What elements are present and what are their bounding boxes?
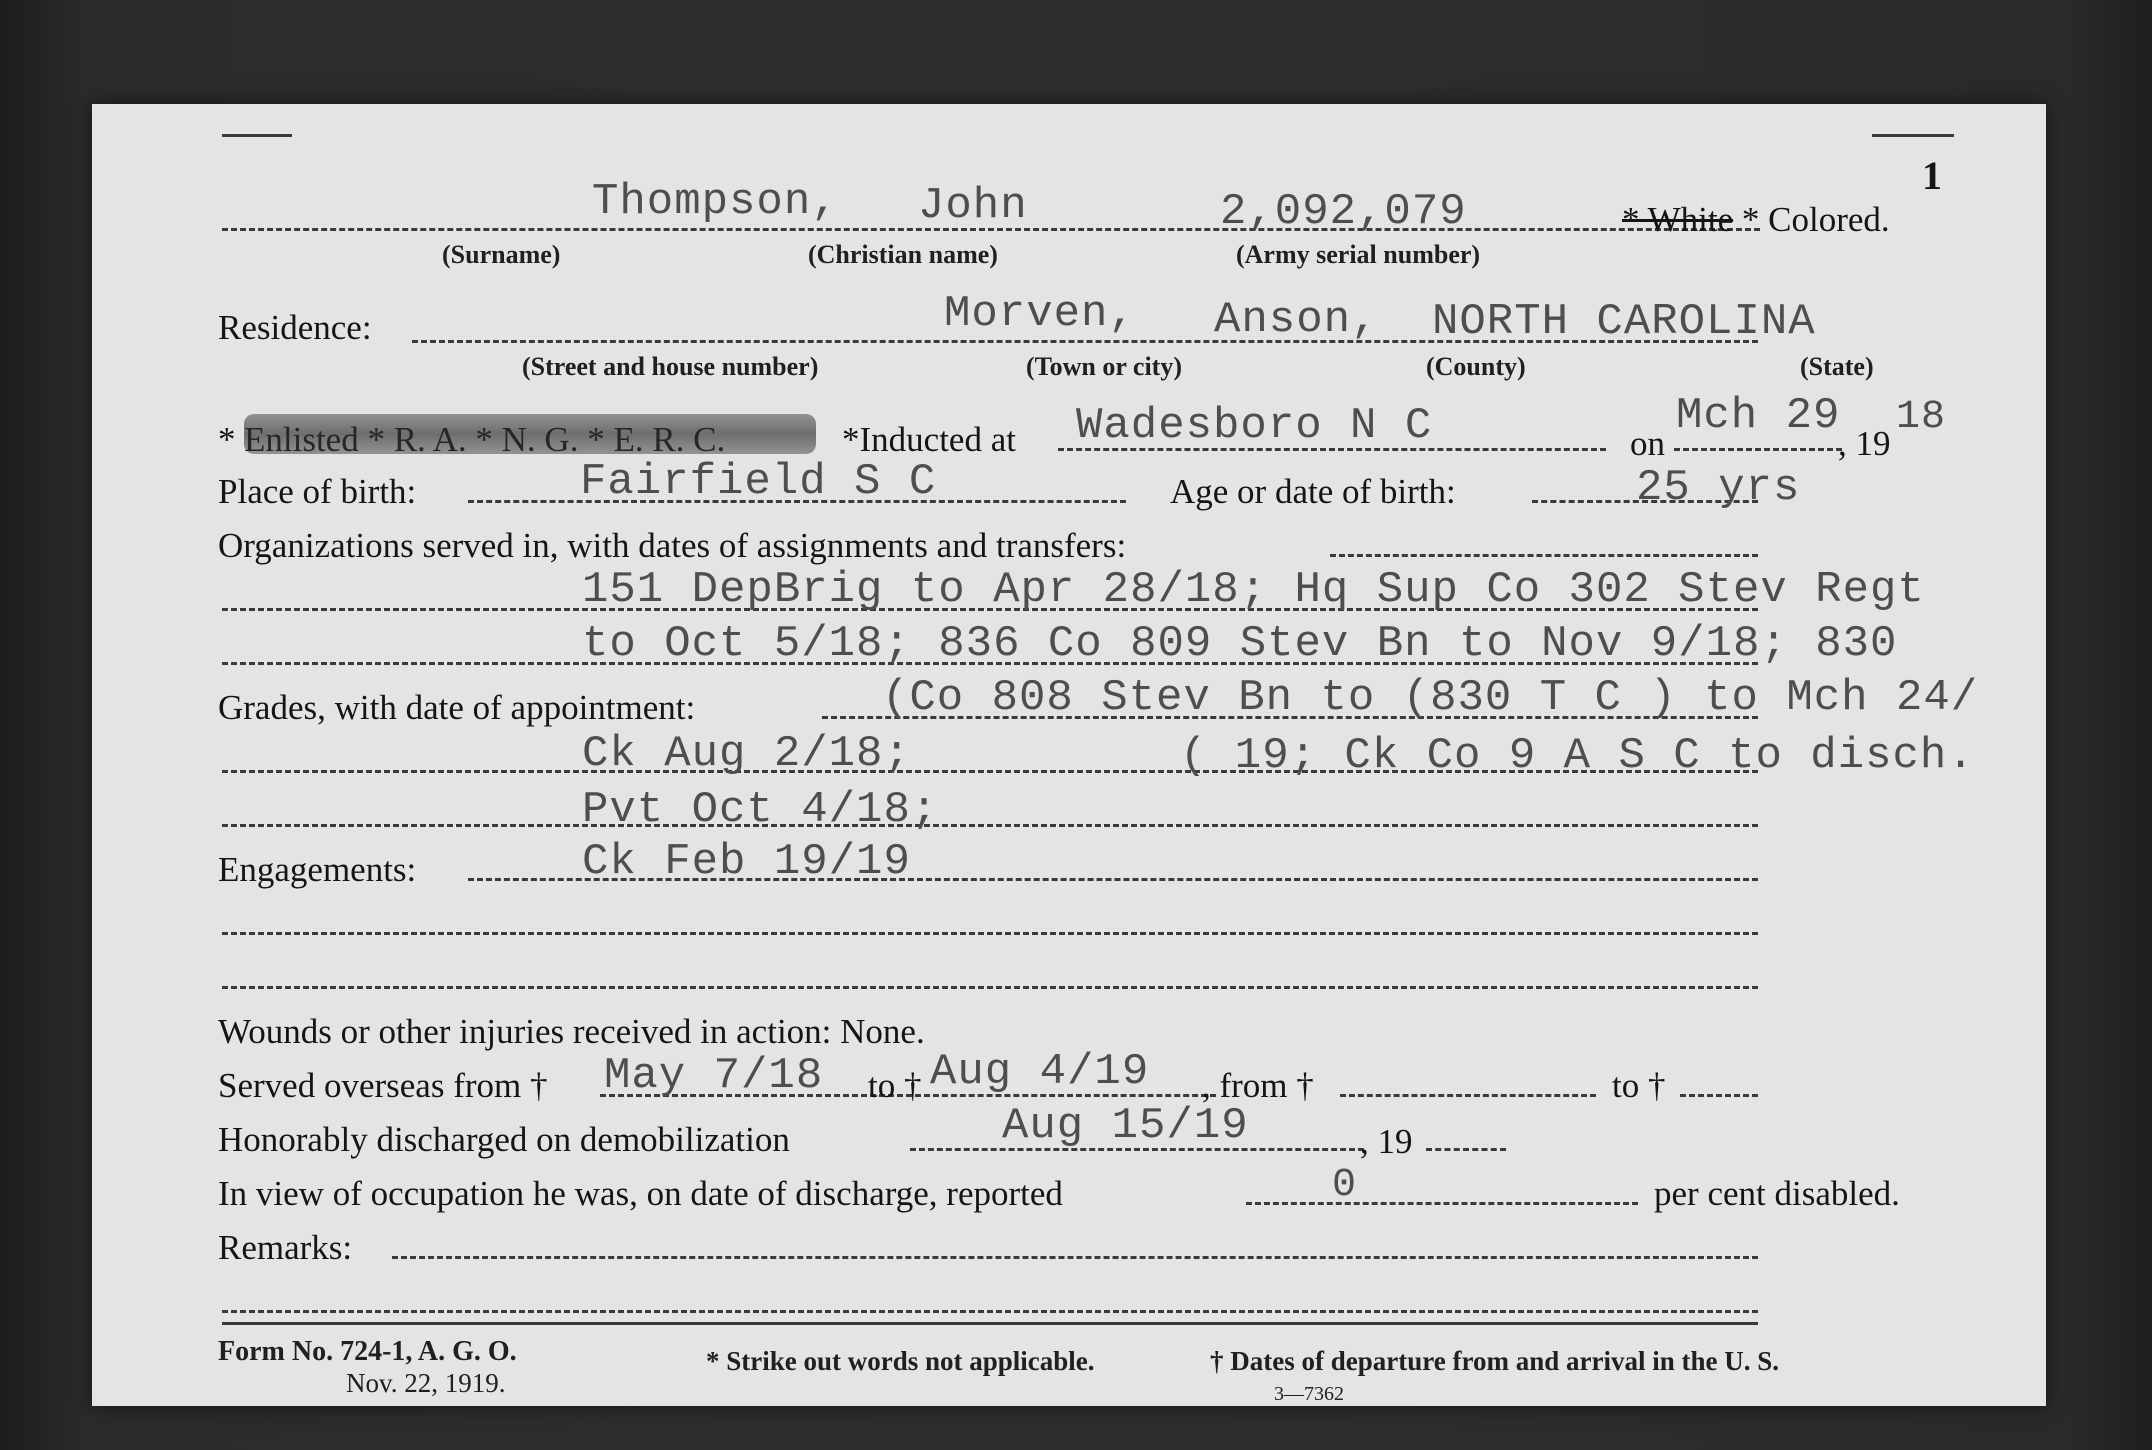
remarks-line-2 (222, 1310, 1758, 1313)
engagements-value: Ck Feb 19/19 (582, 837, 911, 887)
race-options (1622, 202, 1890, 237)
inducted-place-value: Wadesboro N C (1076, 401, 1433, 451)
footer-rule (222, 1322, 1758, 1325)
organizations-value-1: 151 DepBrig to Apr 28/18; Hq Sup Co 302 Stev Regt (582, 565, 1925, 615)
form-number: Form No. 724-1, A. G. O. (218, 1336, 517, 1367)
disability-value: 0 (1332, 1163, 1358, 1208)
grades-value-2a: Ck Aug 2/18; (582, 729, 911, 779)
grades-value-1: (Co 808 Stev Bn to (830 T C ) to Mch 24/ (882, 673, 1979, 723)
birthplace-label: Place of birth: (218, 472, 417, 511)
service-record-card (92, 104, 2046, 1406)
residence-state-value: NORTH CAROLINA (1432, 297, 1816, 347)
overseas-label: Served overseas from † (218, 1066, 548, 1105)
grades-line-3 (222, 824, 1758, 827)
dates-note: † Dates of departure from and arrival in the U. S. (1210, 1346, 1779, 1376)
state-caption: (State) (1800, 352, 1874, 381)
overseas-to-line-2 (1680, 1094, 1758, 1097)
strike-note: * Strike out words not applicable. (706, 1346, 1095, 1376)
organizations-value-2: to Oct 5/18; 836 Co 809 Stev Bn to Nov 9/18; 830 (582, 619, 1898, 669)
birthplace-value: Fairfield S C (580, 457, 937, 507)
remarks-label: Remarks: (218, 1228, 353, 1267)
inducted-year-prefix: , 19 (1838, 424, 1891, 463)
enlisted-options: Enlisted * R. A. * N. G. * E. R. C. (244, 420, 726, 459)
engagements-line-3 (222, 986, 1758, 989)
discharge-date-value: Aug 15/19 (1002, 1101, 1249, 1151)
disability-label: In view of occupation he was, on date of discharge, reported (218, 1174, 1063, 1213)
race-white-struck: * White (1622, 200, 1734, 239)
top-left-rule (222, 134, 292, 137)
inducted-date-line (1674, 448, 1842, 451)
christian-name-caption: (Christian name) (808, 240, 998, 269)
form-date: Nov. 22, 1919. (346, 1368, 506, 1398)
army-serial-value: 2,092,079 (1220, 187, 1467, 237)
overseas-to-label: to † (868, 1066, 922, 1105)
race-star: * (1733, 200, 1769, 239)
organizations-label-line (1330, 554, 1758, 557)
top-right-rule (1872, 134, 1954, 137)
overseas-from-value: May 7/18 (604, 1051, 824, 1101)
overseas-to-label-2: to † (1612, 1066, 1666, 1105)
inducted-year-value: 18 (1896, 395, 1947, 440)
disability-line (1246, 1202, 1638, 1205)
remarks-line-1 (392, 1256, 1758, 1259)
overseas-from-label-2: , from † (1202, 1066, 1314, 1105)
overseas-from-line-2 (1340, 1094, 1596, 1097)
christian-name-value: John (918, 181, 1028, 231)
inducted-on-label: on (1630, 424, 1665, 463)
enlisted-star: * (218, 420, 236, 459)
discharge-label: Honorably discharged on demobilization (218, 1120, 790, 1159)
print-code: 3—7362 (1274, 1383, 1344, 1405)
age-value: 25 yrs (1636, 463, 1801, 513)
card-number: 1 (1922, 153, 1942, 198)
grades-value-3: Pvt Oct 4/18; (582, 785, 939, 835)
overseas-to-value: Aug 4/19 (930, 1047, 1150, 1097)
county-caption: (County) (1426, 352, 1526, 381)
engagements-line-2 (222, 932, 1758, 935)
residence-county-value: Anson, (1214, 295, 1379, 345)
engagements-label: Engagements: (218, 850, 417, 889)
surname-value: Thompson, (592, 177, 839, 227)
surname-caption: (Surname) (442, 240, 561, 269)
discharge-year-label: , 19 (1360, 1122, 1413, 1161)
town-caption: (Town or city) (1026, 352, 1182, 381)
army-serial-caption: (Army serial number) (1236, 240, 1481, 269)
age-label: Age or date of birth: (1170, 472, 1456, 511)
organizations-label: Organizations served in, with dates of assignments and transfers: (218, 526, 1127, 565)
race-colored: Colored. (1768, 200, 1890, 239)
street-caption: (Street and house number) (522, 352, 819, 381)
wounds-text: Wounds or other injuries received in action: None. (218, 1012, 925, 1051)
inducted-label: *Inducted at (842, 420, 1016, 459)
residence-label: Residence: (218, 308, 372, 347)
inducted-date-value: Mch 29 (1676, 391, 1841, 441)
grades-value-2b: ( 19; Ck Co 9 A S C to disch. (1180, 731, 1975, 781)
disability-suffix: per cent disabled. (1654, 1174, 1900, 1213)
discharge-year-line (1426, 1148, 1506, 1151)
residence-town-value: Morven, (944, 289, 1136, 339)
grades-label: Grades, with date of appointment: (218, 688, 696, 727)
